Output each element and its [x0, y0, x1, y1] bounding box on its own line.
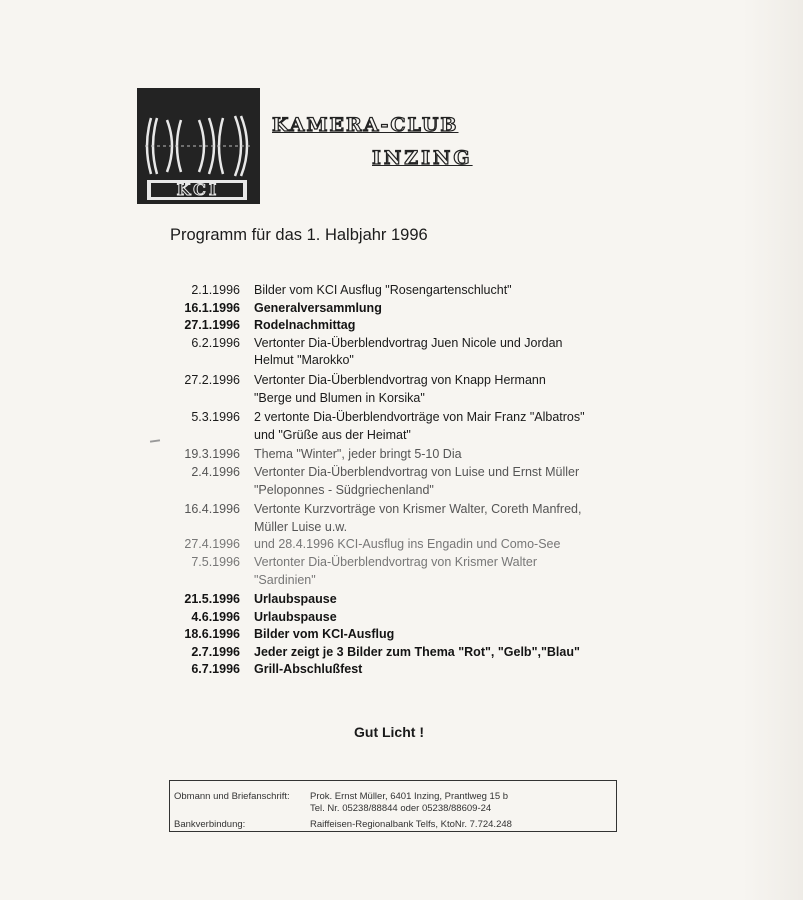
entry-description-line: Jeder zeigt je 3 Bilder zum Thema "Rot", "Gelb","Blau" [254, 644, 580, 659]
contact-info-box [169, 780, 617, 832]
entry-description [254, 609, 630, 627]
entry-description-line: "Berge und Blumen in Korsika" [254, 390, 425, 405]
entry-description-line: Bilder vom KCI-Ausflug [254, 627, 395, 642]
entry-date: 5.3.1996 [191, 410, 240, 425]
entry-date: 7.5.1996 [191, 554, 240, 569]
schedule-entry [150, 317, 630, 335]
entry-description-line: Urlaubspause [254, 609, 337, 624]
entry-date: 6.7.1996 [191, 662, 240, 677]
entry-description-line: "Sardinien" [254, 572, 316, 587]
schedule-entry [150, 644, 630, 662]
entry-description [254, 300, 630, 318]
entry-description-line: "Peloponnes - Südgriechenland" [254, 482, 434, 497]
entry-description [254, 536, 630, 554]
schedule-entry [150, 335, 630, 370]
contact-phone: Tel. Nr. 05238/88844 oder 05238/88609-24 [310, 803, 492, 814]
schedule-entry [150, 626, 630, 644]
schedule-list [150, 282, 630, 679]
entry-description [254, 409, 630, 444]
entry-date: 19.3.1996 [184, 447, 240, 462]
entry-description-line: Vertonter Dia-Überblendvortrag von Krismer Walter [254, 554, 537, 569]
entry-description-line: Müller Luise u.w. [254, 519, 348, 534]
entry-date: 6.2.1996 [191, 335, 240, 350]
schedule-entry [150, 536, 630, 554]
schedule-entry [150, 300, 630, 318]
entry-date: 2.7.1996 [191, 644, 240, 659]
entry-description [254, 661, 630, 679]
schedule-entry [150, 501, 630, 536]
club-name-line2: INZING [372, 147, 473, 169]
entry-description [254, 501, 630, 536]
schedule-entry [150, 554, 630, 589]
contact-label: Obmann und Briefanschrift: [174, 791, 290, 802]
schedule-entry [150, 446, 630, 464]
entry-date: 2.4.1996 [191, 464, 240, 479]
schedule-entry [150, 409, 630, 444]
club-logo [137, 88, 260, 204]
entry-date: 27.4.1996 [184, 537, 240, 552]
entry-description-line: Grill-Abschlußfest [254, 662, 363, 677]
entry-description [254, 282, 630, 300]
bank-details: Raiffeisen-Regionalbank Telfs, KtoNr. 7.724.248 [310, 819, 512, 830]
contact-address: Prok. Ernst Müller, 6401 Inzing, Prantlweg 15 b [310, 791, 509, 802]
entry-date: 2.1.1996 [191, 283, 240, 297]
schedule-entry [150, 591, 630, 609]
entry-date: 27.1.1996 [184, 318, 240, 333]
entry-date: 27.2.1996 [184, 372, 240, 387]
entry-date: 18.6.1996 [184, 627, 240, 642]
entry-description-line: Thema "Winter", jeder bringt 5-10 Dia [254, 447, 462, 462]
entry-description [254, 372, 630, 407]
entry-description-line: Vertonter Dia-Überblendvortrag von Knapp Hermann [254, 372, 546, 387]
entry-description-line: Generalversammlung [254, 300, 382, 315]
schedule-entry [150, 661, 630, 679]
entry-description [254, 554, 630, 589]
entry-date: 21.5.1996 [184, 592, 240, 607]
schedule-entry [150, 372, 630, 407]
entry-description [254, 464, 630, 499]
entry-description-line: Vertonter Dia-Überblendvortrag Juen Nicole und Jordan [254, 335, 563, 350]
logo-text: KCI [176, 180, 220, 199]
entry-description-line: Bilder vom KCI Ausflug "Rosengartenschlucht" [254, 283, 512, 297]
schedule-entry [150, 609, 630, 627]
schedule-entry [150, 282, 630, 300]
bank-label: Bankverbindung: [174, 819, 246, 830]
entry-description-line: Rodelnachmittag [254, 318, 356, 333]
entry-description-line: 2 vertonte Dia-Überblendvorträge von Mair Franz "Albatros" [254, 410, 585, 425]
entry-description-line: Vertonter Dia-Überblendvortrag von Luise und Ernst Müller [254, 464, 580, 479]
program-title: Programm für das 1. Halbjahr 1996 [170, 226, 428, 244]
entry-description [254, 317, 630, 335]
scan-edge [743, 0, 803, 900]
entry-description-line: Helmut "Marokko" [254, 353, 354, 368]
entry-date: 4.6.1996 [191, 609, 240, 624]
entry-description [254, 626, 630, 644]
schedule-entry [150, 464, 630, 499]
entry-date: 16.4.1996 [184, 502, 240, 517]
club-name-line1: KAMERA-CLUB [272, 114, 459, 136]
entry-description [254, 446, 630, 464]
closing-greeting: Gut Licht ! [354, 724, 424, 740]
entry-description-line: Urlaubspause [254, 592, 337, 607]
entry-description [254, 644, 630, 662]
entry-description [254, 335, 630, 370]
entry-description [254, 591, 630, 609]
entry-description-line: und "Grüße aus der Heimat" [254, 427, 411, 442]
entry-description-line: Vertonte Kurzvorträge von Krismer Walter, Coreth Manfred, [254, 502, 582, 517]
entry-description-line: und 28.4.1996 KCI-Ausflug ins Engadin und Como-See [254, 537, 561, 552]
entry-date: 16.1.1996 [184, 300, 240, 315]
